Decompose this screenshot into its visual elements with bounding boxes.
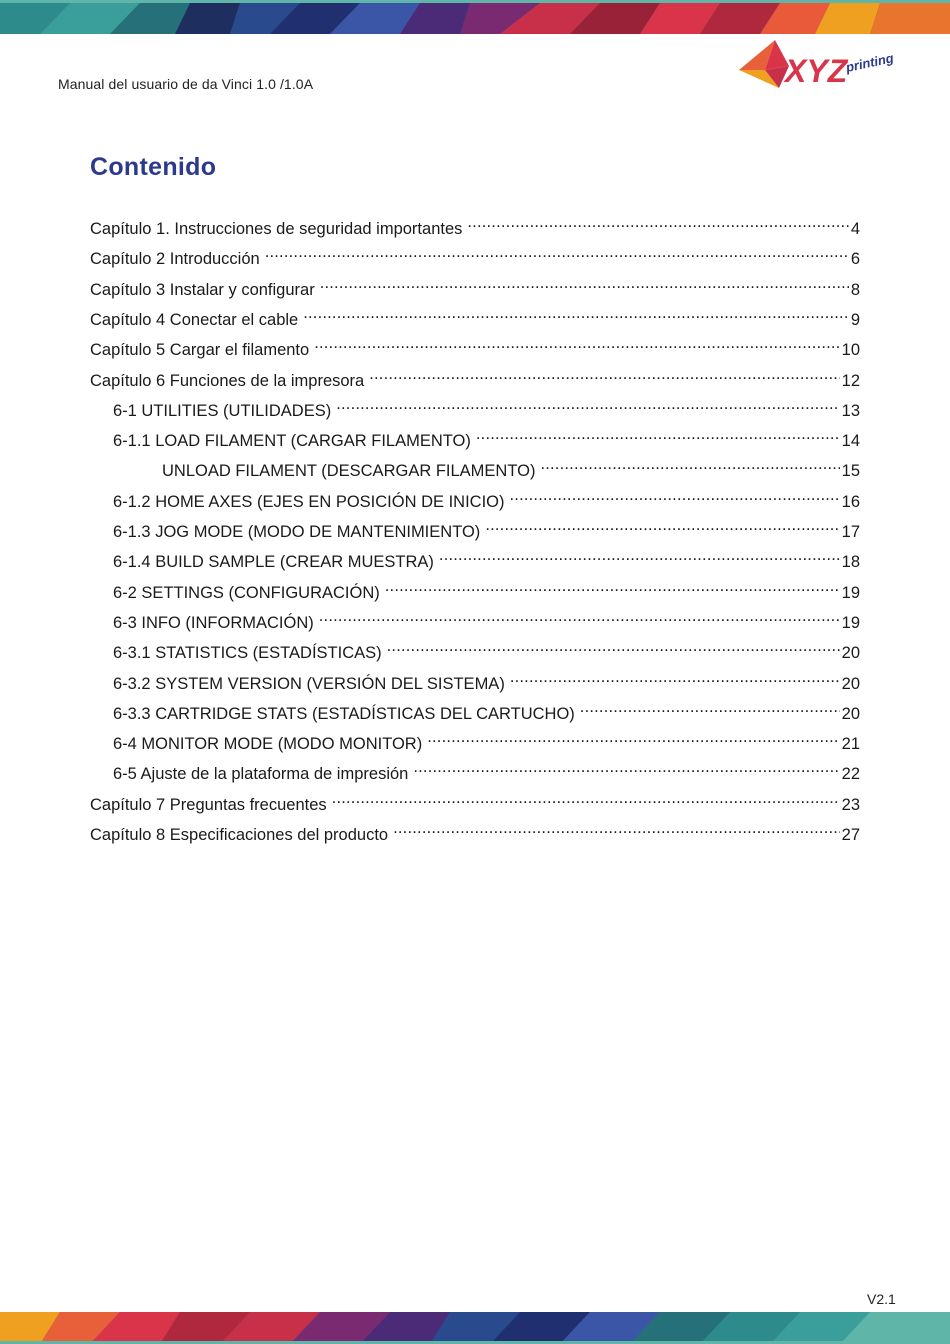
toc-entry-page-number: 12 [841, 371, 860, 390]
toc-entry-page-number: 15 [841, 462, 860, 481]
toc-entry-label: Capítulo 5 Cargar el filamento [90, 341, 310, 360]
toc-entry[interactable] [162, 452, 860, 481]
toc-entry-page-number: 6 [850, 250, 860, 269]
toc-entry-label: 6-1 UTILITIES (UTILIDADES) [113, 401, 332, 420]
toc-entry-page-number: 9 [850, 310, 860, 329]
toc-entry-label: 6-1.2 HOME AXES (EJES EN POSICIÓN DE INICIO) [113, 492, 505, 511]
toc-entry-page-number: 16 [841, 492, 860, 511]
toc-dot-leader [320, 271, 849, 295]
toc-entry-page-number: 8 [850, 280, 860, 299]
toc-entry-label: Capítulo 3 Instalar y configurar [90, 280, 315, 299]
document-version: V2.1 [867, 1291, 896, 1307]
toc-dot-leader [387, 634, 840, 658]
toc-dot-leader [303, 301, 849, 325]
toc-entry-label: Capítulo 1. Instrucciones de seguridad importantes [90, 220, 463, 238]
xyzprinting-logo [735, 36, 900, 98]
toc-entry-label: Capítulo 7 Preguntas frecuentes [90, 795, 327, 814]
toc-entry-label: 6-3.3 CARTRIDGE STATS (ESTADÍSTICAS DEL CARTUCHO) [113, 704, 575, 723]
toc-entry[interactable] [113, 513, 860, 541]
toc-entry[interactable] [90, 240, 860, 269]
toc-dot-leader [467, 210, 848, 234]
toc-entry-page-number: 20 [841, 644, 860, 663]
toc-dot-leader [485, 513, 839, 537]
toc-entry[interactable] [90, 786, 860, 814]
toc-entry-label: 6-3.2 SYSTEM VERSION (VERSIÓN DEL SISTEMA) [113, 674, 505, 693]
toc-dot-leader [439, 543, 840, 567]
toc-dot-leader [580, 695, 840, 719]
toc-entry-label: 6-1.1 LOAD FILAMENT (CARGAR FILAMENTO) [113, 432, 471, 451]
toc-entry-page-number: 21 [841, 735, 860, 754]
toc-dot-leader [385, 574, 840, 598]
toc-entry[interactable] [113, 604, 860, 632]
toc-entry-label: Capítulo 8 Especificaciones del producto [90, 826, 389, 844]
toc-entry[interactable] [113, 483, 860, 511]
toc-entry-label: Capítulo 4 Conectar el cable [90, 310, 299, 329]
toc-dot-leader [314, 331, 839, 355]
toc-dot-leader [319, 604, 840, 628]
toc-entry[interactable] [90, 362, 860, 390]
toc-entry-page-number: 13 [841, 401, 860, 420]
toc-dot-leader [393, 816, 840, 840]
toc-entry-page-number: 23 [841, 795, 860, 814]
toc-dot-leader [540, 452, 839, 476]
toc-title: Contenido [90, 153, 217, 181]
toc-entry-page-number: 14 [841, 432, 860, 451]
toc-dot-leader [332, 786, 840, 810]
toc-entry-page-number: 20 [841, 704, 860, 723]
toc-entry[interactable] [113, 634, 860, 663]
toc-entry[interactable] [113, 392, 860, 420]
toc-entry-label: 6-4 MONITOR MODE (MODO MONITOR) [113, 735, 423, 754]
bottom-decorative-band [0, 1312, 950, 1344]
toc-entry[interactable] [113, 755, 860, 784]
toc-entry[interactable] [113, 665, 860, 693]
toc-entry-label: 6-5 Ajuste de la plataforma de impresión [113, 765, 409, 784]
toc-entry-label: 6-3 INFO (INFORMACIÓN) [113, 613, 314, 632]
toc-dot-leader [413, 755, 839, 779]
toc-entry-page-number: 10 [841, 341, 860, 360]
toc-dot-leader [265, 240, 849, 264]
toc-entry[interactable] [90, 816, 860, 844]
toc-entry[interactable] [90, 331, 860, 360]
toc-entry[interactable] [113, 725, 860, 754]
toc-entry[interactable] [113, 695, 860, 723]
toc-dot-leader [510, 483, 840, 507]
manual-title: Manual del usuario de da Vinci 1.0 /1.0A [58, 76, 314, 92]
toc-entry-page-number: 19 [841, 613, 860, 632]
toc-entry-page-number: 19 [841, 583, 860, 602]
toc-entry-label: 6-1.3 JOG MODE (MODO DE MANTENIMIENTO) [113, 523, 481, 541]
toc-entry-page-number: 22 [841, 765, 860, 784]
toc-entry-page-number: 18 [841, 553, 860, 572]
toc-dot-leader [427, 725, 839, 749]
toc-entry-label: Capítulo 2 Introducción [90, 250, 260, 269]
toc-entry-page-number: 27 [841, 826, 860, 844]
toc-entry-label: 6-3.1 STATISTICS (ESTADÍSTICAS) [113, 644, 382, 663]
logo-text-sub: printing [844, 50, 895, 75]
toc-dot-leader [369, 362, 839, 386]
toc-entry[interactable] [113, 574, 860, 602]
toc-dot-leader [336, 392, 839, 416]
toc-entry[interactable] [113, 543, 860, 572]
toc-entry-page-number: 17 [841, 523, 860, 541]
toc-entry-label: UNLOAD FILAMENT (DESCARGAR FILAMENTO) [162, 462, 536, 481]
toc-entry-label: Capítulo 6 Funciones de la impresora [90, 371, 365, 390]
toc-entry-page-number: 20 [841, 674, 860, 693]
toc-entry[interactable] [90, 210, 860, 238]
top-decorative-band [0, 0, 950, 34]
toc-dot-leader [476, 422, 840, 446]
toc-entry[interactable] [113, 422, 860, 451]
toc-dot-leader [510, 665, 840, 689]
toc-entry[interactable] [90, 271, 860, 299]
toc-entry-label: 6-2 SETTINGS (CONFIGURACIÓN) [113, 583, 380, 602]
toc-entry-page-number: 4 [850, 220, 860, 238]
toc-entry-label: 6-1.4 BUILD SAMPLE (CREAR MUESTRA) [113, 553, 434, 572]
logo-text-main: XYZ [785, 53, 848, 89]
toc-entry[interactable] [90, 301, 860, 329]
